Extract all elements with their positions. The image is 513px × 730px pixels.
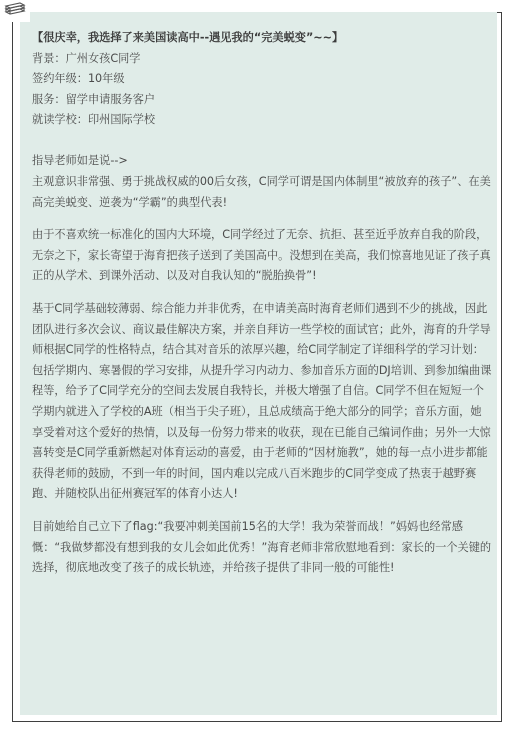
paragraph: 主观意识非常强、勇于挑战权威的00后女孩，C同学可谓是国内体制里“被放弃的孩子”、在美高完美蜕变、逆袭为“学霸”的典型代表!: [32, 175, 491, 209]
info-background: 背景：广州女孩C同学: [32, 51, 141, 65]
article-title: 【很庆幸，我选择了来美国读高中--遇见我的“完美蜕变”~~】: [32, 31, 344, 44]
info-school: 就读学校：印州国际学校: [32, 113, 156, 127]
teacher-intro: 指导老师如是说-->: [32, 154, 128, 168]
info-service: 服务：留学申请服务客户: [32, 92, 156, 106]
paragraph: 由于不喜欢统一标准化的国内大环境，C同学经过了无奈、抗拒、甚至近乎放弃自我的阶段，无奈之下，家长寄望于海育把孩子送到了美国高中。没想到在美高，我们惊喜地见证了孩子真正的从学术、到课外活动、以及对自我认知的“脱胎换骨”!: [32, 228, 491, 283]
paragraph: 目前她给自己立下了flag:“我要冲刺美国前15名的大学！我为荣誉而战！”妈妈也经常感慨：“我做梦都没有想到我的女儿会如此优秀！”海育老师非常欣慰地看到：家长的一个关键的选择，彻底地改变了孩子的成长轨迹，并给孩子提供了非同一般的可能性!: [32, 519, 492, 575]
paragraph: 基于C同学基础较薄弱、综合能力并非优秀，在申请美高时海育老师们遇到不少的挑战，因此团队进行多次会议、商议最佳解决方案，并亲自拜访一些学校的面试官；此外，海育的升学导师根据C同学的性格特点，结合其对音乐的浓厚兴趣，给C同学制定了详细科学的学习计划：包括学期内、寒暑假的学习安排，从提升学习内动力、参加音乐方面的DJ培训、到参加编曲课程等，给予了C同学充分的空间去发展自我特长，并极大增强了自信。C同学不但在短短一个学期内就进入了学校的A班（相当于尖子班），且总成绩高于绝大部分的同学；音乐方面，她享受着对这个爱好的热情，以及每一份努力带来的收获，现在已能自己编词作曲；另外一大惊喜转变是C同学重新燃起对体育运动的喜爱，由于老师的“因材施教”，她的每一点小进步都能获得老师的鼓励，不到一年的时间，国内难以完成八百米跑步的C同学变成了热衷于越野赛跑、并随校队出征州赛冠军的体育小达人!: [32, 302, 492, 501]
article-content: [32, 28, 492, 579]
info-grade: 签约年级：10年级: [32, 72, 125, 86]
book-stack-icon: [0, 0, 30, 22]
